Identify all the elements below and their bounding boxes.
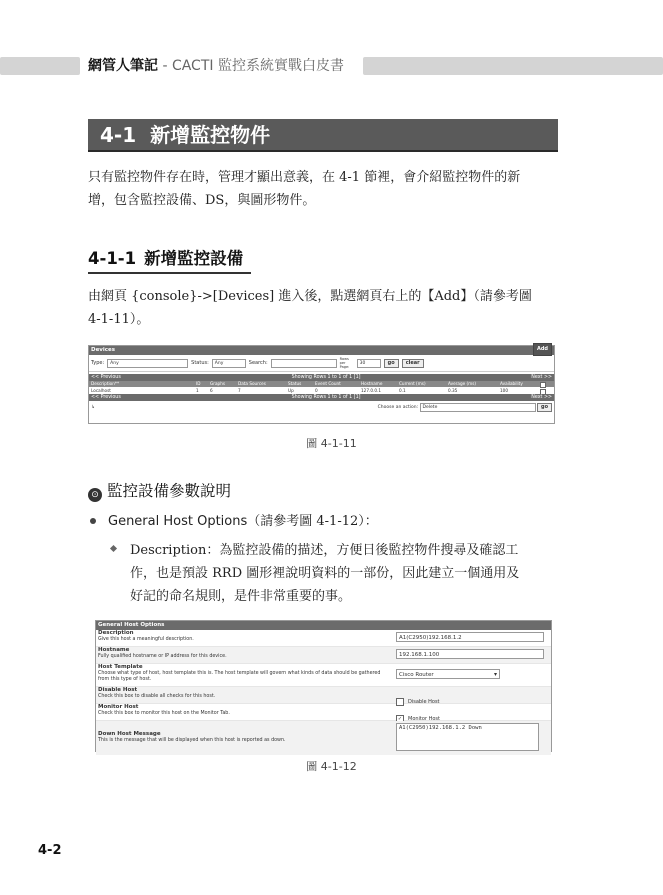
bullet-item: General Host Options（請參考圖 4-1-12）： bbox=[108, 514, 378, 529]
description-paragraph: Description：為監控設備的描述，方便日後監控物件搜尋及確認工 作，也是預設 RRD 圖形裡說明資料的一部份，因此建立一個通用及 好記的命名規則，是件非常重要的事。 bbox=[130, 543, 520, 604]
previous-link[interactable]: << Previous bbox=[91, 395, 121, 400]
diamond-bullet-icon bbox=[110, 545, 117, 552]
circle-bullet-icon: ⊙ bbox=[88, 488, 102, 502]
select-all-checkbox[interactable] bbox=[540, 382, 546, 388]
nav-bar-top bbox=[89, 374, 554, 381]
intro-paragraph: 只有監控物件存在時，管理才顯出意義，在 4-1 節裡，會介紹監控物件的新 增，包含監控設備、DS，與圖形物件。 bbox=[88, 170, 521, 208]
description-row: Description Give this host a meaningful description. A1(C2950)192.168.1.2 bbox=[96, 630, 551, 647]
action-go-button[interactable]: go bbox=[537, 403, 552, 412]
section-paragraph: 由網頁 {console}->[Devices] 進入後，點選網頁右上的【Add】（請參考圖 4-1-11）。 bbox=[88, 289, 532, 327]
chapter-title: 新增監控物件 bbox=[150, 123, 271, 147]
header-bar-left bbox=[0, 57, 80, 75]
go-button[interactable]: go bbox=[384, 359, 399, 368]
disable-host-row: Disable Host Check this box to disable all checks for this host. Disable Host bbox=[96, 687, 551, 704]
action-bar: ↳ Choose an action: Delete go bbox=[89, 401, 554, 413]
running-header bbox=[88, 57, 344, 75]
host-options-title-bar: General Host Options bbox=[96, 621, 551, 630]
action-select[interactable]: Delete bbox=[420, 403, 536, 412]
device-link[interactable]: Localhost bbox=[91, 388, 111, 393]
corner-arrow-icon: ↳ bbox=[91, 404, 95, 410]
showing-rows: Showing Rows 1 to 1 of 1 [1] bbox=[291, 375, 361, 380]
monitor-host-checkbox[interactable]: ✓ bbox=[397, 715, 403, 722]
section-title: 新增監控設備 bbox=[144, 249, 244, 268]
clear-button[interactable]: clear bbox=[402, 359, 424, 368]
devices-title-bar: Devices Add bbox=[89, 346, 554, 355]
down-host-message-textarea[interactable]: A1(C2950)192.168.1.2 Down bbox=[396, 723, 539, 751]
book-subtitle: - CACTI 監控系統實戰白皮書 bbox=[158, 58, 344, 74]
nav-bar-bottom bbox=[89, 394, 554, 401]
book-title: 網管人筆記 bbox=[88, 58, 158, 74]
figure-caption-2: 圖 4-1-12 bbox=[306, 760, 357, 773]
rows-select[interactable]: 30 bbox=[357, 359, 381, 368]
header-bar-right bbox=[363, 57, 663, 75]
chapter-number: 4-1 bbox=[100, 123, 137, 147]
down-host-message-row: Down Host Message This is the message that will be displayed when this host is reported as down. A1(C2950)192.168.1.2 Down bbox=[96, 721, 551, 755]
previous-link[interactable]: << Previous bbox=[91, 375, 121, 380]
section-number: 4-1-1 bbox=[88, 249, 137, 268]
bullet-dot-icon bbox=[90, 518, 96, 524]
status-select[interactable]: Any bbox=[212, 359, 246, 368]
description-input[interactable]: A1(C2950)192.168.1.2 bbox=[396, 632, 544, 642]
next-link[interactable]: Next >> bbox=[531, 375, 552, 380]
next-link[interactable]: Next >> bbox=[531, 395, 552, 400]
type-select[interactable]: Any bbox=[107, 359, 188, 368]
table-row: Localhost 1 6 7 Up 0 127.0.0.1 0.1 0.35 100 bbox=[89, 387, 554, 394]
host-options-screenshot bbox=[95, 620, 552, 752]
section-heading bbox=[88, 245, 251, 274]
hostname-row: Hostname Fully qualified hostname or IP address for this device. 192.168.1.100 bbox=[96, 647, 551, 664]
subheading: ⊙ 監控設備參數說明 bbox=[88, 479, 231, 502]
chapter-heading bbox=[88, 119, 558, 152]
showing-rows: Showing Rows 1 to 1 of 1 [1] bbox=[291, 395, 361, 400]
hostname-input[interactable]: 192.168.1.100 bbox=[396, 649, 544, 659]
filter-bar: Type: Any Status: Any Search: Rows per Page: 30 go clear bbox=[89, 355, 554, 372]
figure-caption-1: 圖 4-1-11 bbox=[306, 437, 357, 450]
page-number: 4-2 bbox=[38, 843, 62, 858]
search-input[interactable] bbox=[271, 359, 337, 368]
add-button[interactable]: Add bbox=[533, 343, 552, 356]
host-template-select[interactable]: Cisco Router ▾ bbox=[396, 669, 500, 679]
host-template-row: Host Template Choose what type of host, host template this is. The host template will govern what kinds of data should be gathered from this type of host. Cisco Router ▾ bbox=[96, 664, 551, 687]
monitor-host-row: Monitor Host Check this box to monitor this host on the Monitor Tab. ✓ Monitor Host bbox=[96, 704, 551, 721]
table-header: Description** ID Graphs Data Sources Status Event Count Hostname Current (ms) Average (ms) Availability bbox=[89, 381, 554, 387]
devices-screenshot bbox=[88, 345, 555, 424]
